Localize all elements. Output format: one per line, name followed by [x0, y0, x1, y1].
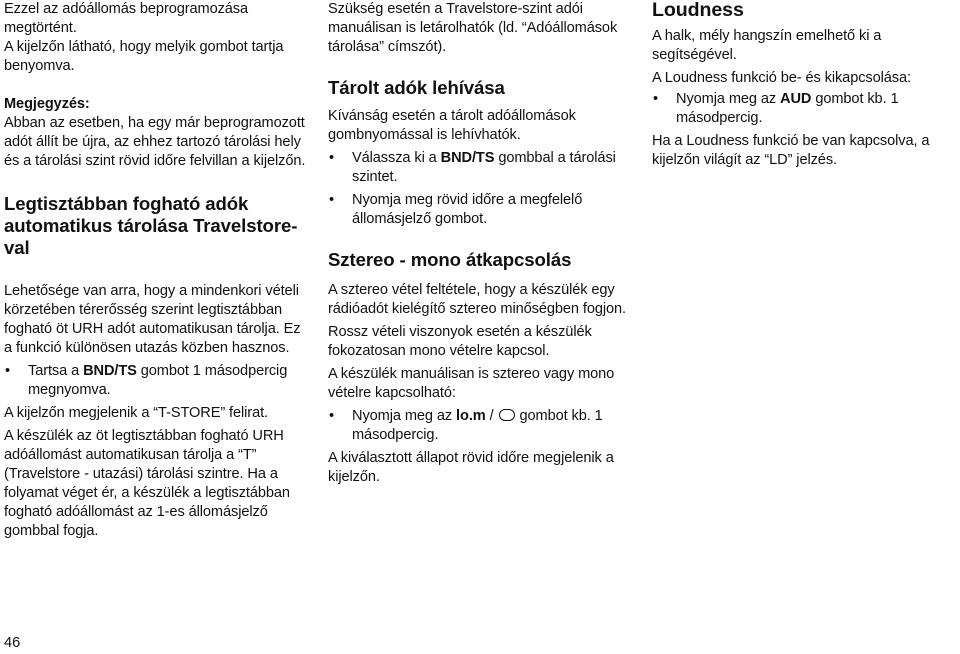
- recall-paragraph: Kívánság esetén a tárolt adóállomások gombnyomással is lehívhatók.: [328, 108, 576, 143]
- bullet-text: Nyomja meg az: [676, 91, 781, 107]
- intro-paragraph-1: Ezzel az adóállomás beprogramozása megtörtént.: [4, 1, 249, 36]
- bullet-text: Válassza ki a: [352, 150, 441, 166]
- bullet-text: gombot kb. 1 másodpercig.: [676, 91, 899, 126]
- bullet-text: Nyomja meg rövid időre a megfelelő állomásjelző gombot.: [352, 192, 583, 227]
- lo-m-key-label: lo.m: [456, 408, 486, 424]
- stereo-paragraph-4: A kiválasztott állapot rövid időre megjelenik a kijelzőn.: [328, 450, 614, 485]
- list-item: [4, 362, 310, 400]
- travelstore-paragraph-3: A készülék az öt legtisztábban fogható URH adóállomást automatikusan tárolja a “T” (Travelstore - utazási) tárolási szintre. Ha a folyamat véget ér, a készülék a legtisztábban fogható adóállomást az 1-es állomásjelző gombbal fogja.: [4, 428, 290, 539]
- bullet-icon: •: [5, 363, 11, 379]
- stereo-paragraph-1: A sztereo vétel feltétele, hogy a készülék egy rádióadót kielégítő sztereo minőségben fogjon.: [328, 282, 627, 317]
- stereo-paragraph-2: Rossz vételi viszonyok esetén a készülék fokozatosan mono vételre kapcsol.: [328, 324, 592, 359]
- travelstore-paragraph-1: Lehetősége van arra, hogy a mindenkori vételi körzetében térerősség szerint legtisztábban fogható öt URH adót automatikusan tárolja. Ez a funkció különösen utazás közben hasznos.: [4, 283, 301, 356]
- bullet-text: Tartsa a: [28, 363, 84, 379]
- list-item: [652, 90, 958, 128]
- bullet-icon: •: [329, 408, 335, 424]
- middle-column: [328, 0, 636, 487]
- intro-paragraph-2: A kijelzőn látható, hogy melyik gombot tartja benyomva.: [4, 39, 284, 74]
- travelstore-steps: [4, 362, 310, 400]
- loudness-paragraph-3: Ha a Loudness funkció be van kapcsolva, a kijelzőn világít az “LD” jelzés.: [652, 133, 930, 168]
- bullet-text: gombbal a tárolási szintet.: [352, 150, 616, 185]
- bnd-ts-key-label: BND/TS: [83, 363, 137, 379]
- loudness-paragraph-2: A Loudness funkció be- és kikapcsolása:: [652, 70, 911, 86]
- bullet-icon: •: [329, 150, 335, 166]
- recall-heading: Tárolt adók lehívása: [328, 77, 505, 98]
- stereo-steps: [328, 407, 636, 445]
- bullet-icon: •: [653, 91, 659, 107]
- aud-key-label: AUD: [780, 91, 812, 107]
- list-item: [328, 149, 636, 187]
- manual-store-paragraph: Szükség esetén a Travelstore-szint adói manuálisan is letárolhatók (ld. “Adóállomások tárolása” címszót).: [328, 1, 618, 55]
- note-text: Abban az esetben, ha egy már beprogramozott adót állít be újra, az ehhez tartozó tárolási hely és a tárolási szint rövid időre felvillan a kijelzőn.: [4, 115, 306, 169]
- loudness-paragraph-1: A halk, mély hangszín emelhető ki a segítségével.: [652, 28, 882, 63]
- bullet-icon: •: [329, 192, 335, 208]
- travelstore-paragraph-2: A kijelzőn megjelenik a “T-STORE” felirat.: [4, 405, 268, 421]
- bullet-text: /: [485, 408, 498, 424]
- bullet-text: Nyomja meg az: [352, 408, 457, 424]
- bullet-text: gombot 1 másodpercig megnyomva.: [28, 363, 288, 398]
- bnd-ts-key-label: BND/TS: [440, 150, 495, 166]
- list-item: [328, 191, 636, 229]
- mono-oval-icon: [499, 409, 515, 421]
- list-item: [328, 407, 636, 445]
- loudness-steps: [652, 90, 958, 128]
- page-number: 46: [4, 635, 21, 651]
- travelstore-heading: Legtisztábban fogható adók automatikus tárolása Travelstore-val: [4, 193, 298, 258]
- bullet-text: gombot kb. 1 másodpercig.: [352, 408, 603, 443]
- note-heading: Megjegyzés:: [4, 96, 90, 112]
- right-column: [652, 0, 958, 170]
- stereo-paragraph-3: A készülék manuálisan is sztereo vagy mono vételre kapcsolható:: [328, 366, 615, 401]
- stereo-mono-heading: Sztereo - mono átkapcsolás: [328, 249, 572, 270]
- left-column: [4, 0, 310, 541]
- loudness-heading: Loudness: [652, 0, 744, 21]
- recall-steps: [328, 149, 636, 229]
